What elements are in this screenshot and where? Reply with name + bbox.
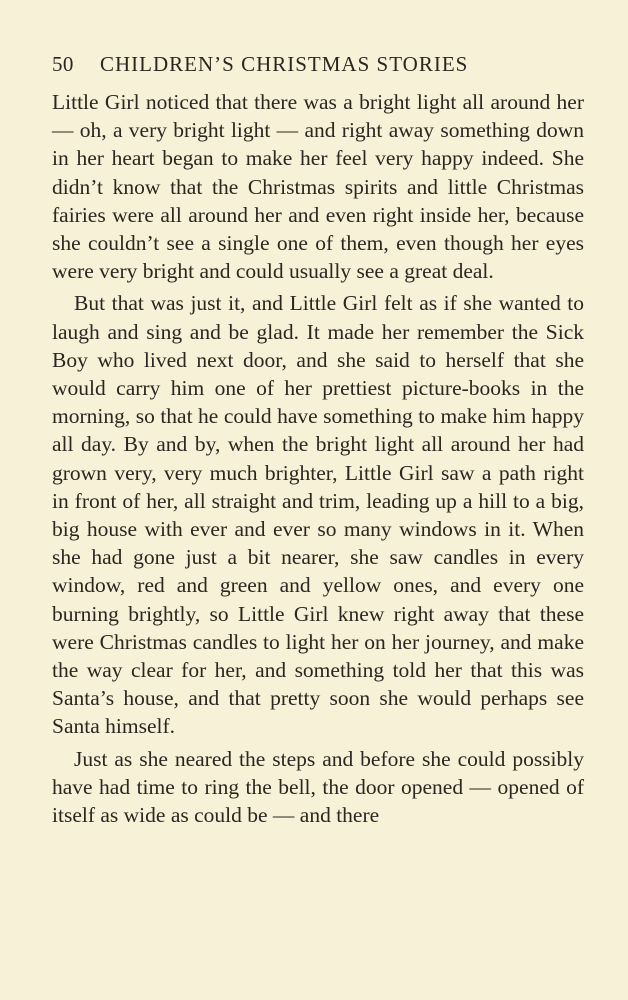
book-title: CHILDREN’S CHRISTMAS STORIES [100, 52, 469, 76]
body-text [52, 88, 584, 829]
running-head [52, 52, 584, 82]
paragraph-2: But that was just it, and Little Girl felt as if she wanted to laugh and sing and be glad. It made her remember the Sick Boy who lived next door, and she said to herself that she would carry him one of her prettiest picture-books in the morning, so that he could have something to make him happy all day. By and by, when the bright light all around her had grown very, very much brighter, Little Girl saw a path right in front of her, all straight and trim, leading up a hill to a big, big house with ever and ever so many windows in it. When she had gone just a bit nearer, she saw candles in every window, red and green and yellow ones, and every one burning brightly, so Little Girl knew right away that these were Christmas candles to light her on her journey, and make the way clear for her, and something told her that this was Santa’s house, and that pretty soon she would perhaps see Santa himself. [52, 291, 584, 739]
paragraph-1: Little Girl noticed that there was a bright light all around her — oh, a very bright light — and right away something down in her heart began to make her feel very happy indeed. She didn’t know that the Christmas spirits and little Christmas fairies were all around her and even right inside her, because she couldn’t see a single one of them, even though her eyes were very bright and could usually see a great deal. [52, 90, 584, 284]
page-number: 50 [52, 52, 74, 76]
paragraph-3: Just as she neared the steps and before she could possibly have had time to ring the bell, the door opened — opened of itself as wide as could be — and there [52, 746, 584, 828]
